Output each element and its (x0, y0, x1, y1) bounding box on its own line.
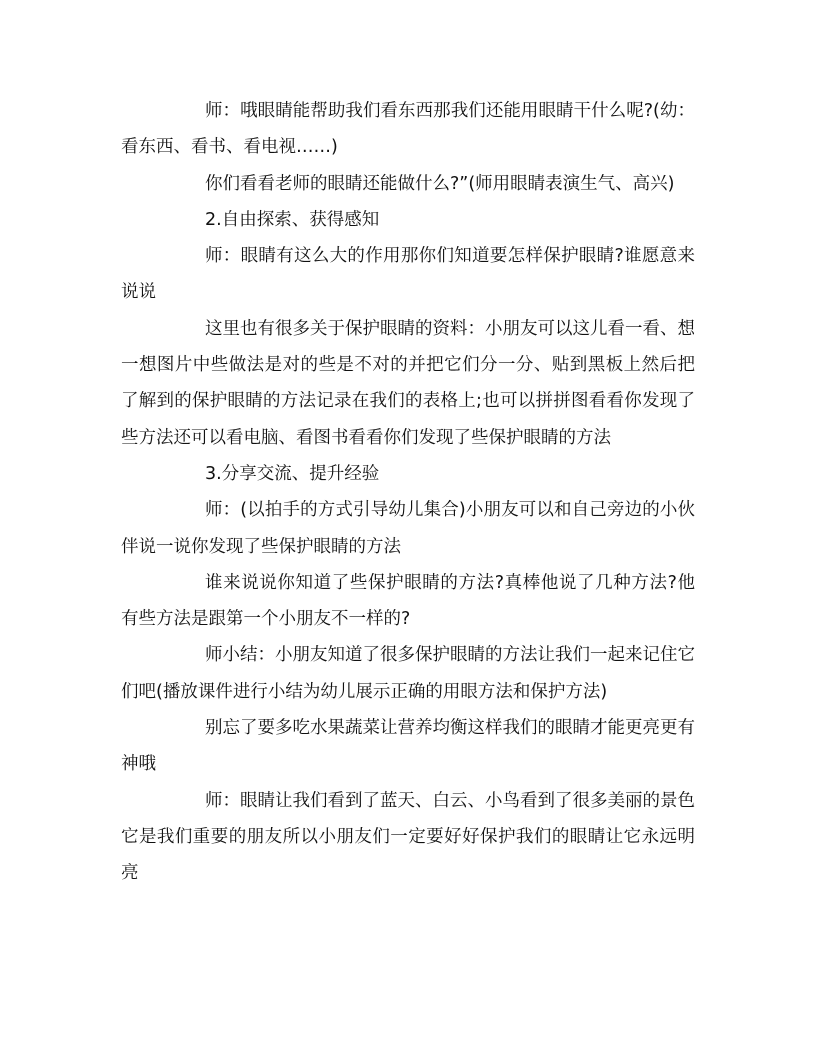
paragraph-teacher-eye-expression: 你们看看老师的眼睛还能做什么?”(师用眼睛表演生气、高兴) (205, 173, 675, 194)
section-heading-free-exploration: 2.自由探索、获得感知 (205, 209, 380, 230)
paragraph-gather-and-discuss: 师：(以拍手的方式引导幼儿集合)小朋友可以和自己旁边的小伙伴说一说你发现了些保护眼睛的方法 (121, 500, 695, 557)
document-body (121, 93, 695, 892)
paragraph-closing-remarks: 师：眼睛让我们看到了蓝天、白云、小鸟看到了很多美丽的景色它是我们重要的朋友所以小朋友们一定要好好保护我们的眼睛让它永远明亮 (121, 790, 695, 884)
paragraph-protect-eyes-question: 师：眼睛有这么大的作用那你们知道要怎样保护眼睛?谁愿意来说说 (121, 246, 695, 303)
paragraph-materials-activity: 这里也有很多关于保护眼睛的资料：小朋友可以这儿看一看、想一想图片中些做法是对的些是不对的并把它们分一分、贴到黑板上然后把了解到的保护眼睛的方法记录在我们的表格上;也可以拼拼图看看你发现了些方法还可以看电脑、看图书看看你们发现了些保护眼睛的方法 (121, 318, 695, 448)
paragraph-eye-uses-question: 师：哦眼睛能帮助我们看东西那我们还能用眼睛干什么呢?(幼：看东西、看书、看电视……) (121, 101, 695, 158)
section-heading-share-exchange: 3.分享交流、提升经验 (205, 463, 380, 484)
paragraph-teacher-summary: 师小结：小朋友知道了很多保护眼睛的方法让我们一起来记住它们吧(播放课件进行小结为幼儿展示正确的用眼方法和保护方法) (121, 645, 695, 702)
paragraph-who-will-share: 谁来说说你知道了些保护眼睛的方法?真棒他说了几种方法?他有些方法是跟第一个小朋友不一样的? (121, 572, 695, 630)
paragraph-eat-fruits-vegetables: 别忘了要多吃水果蔬菜让营养均衡这样我们的眼睛才能更亮更有神哦 (121, 718, 695, 775)
